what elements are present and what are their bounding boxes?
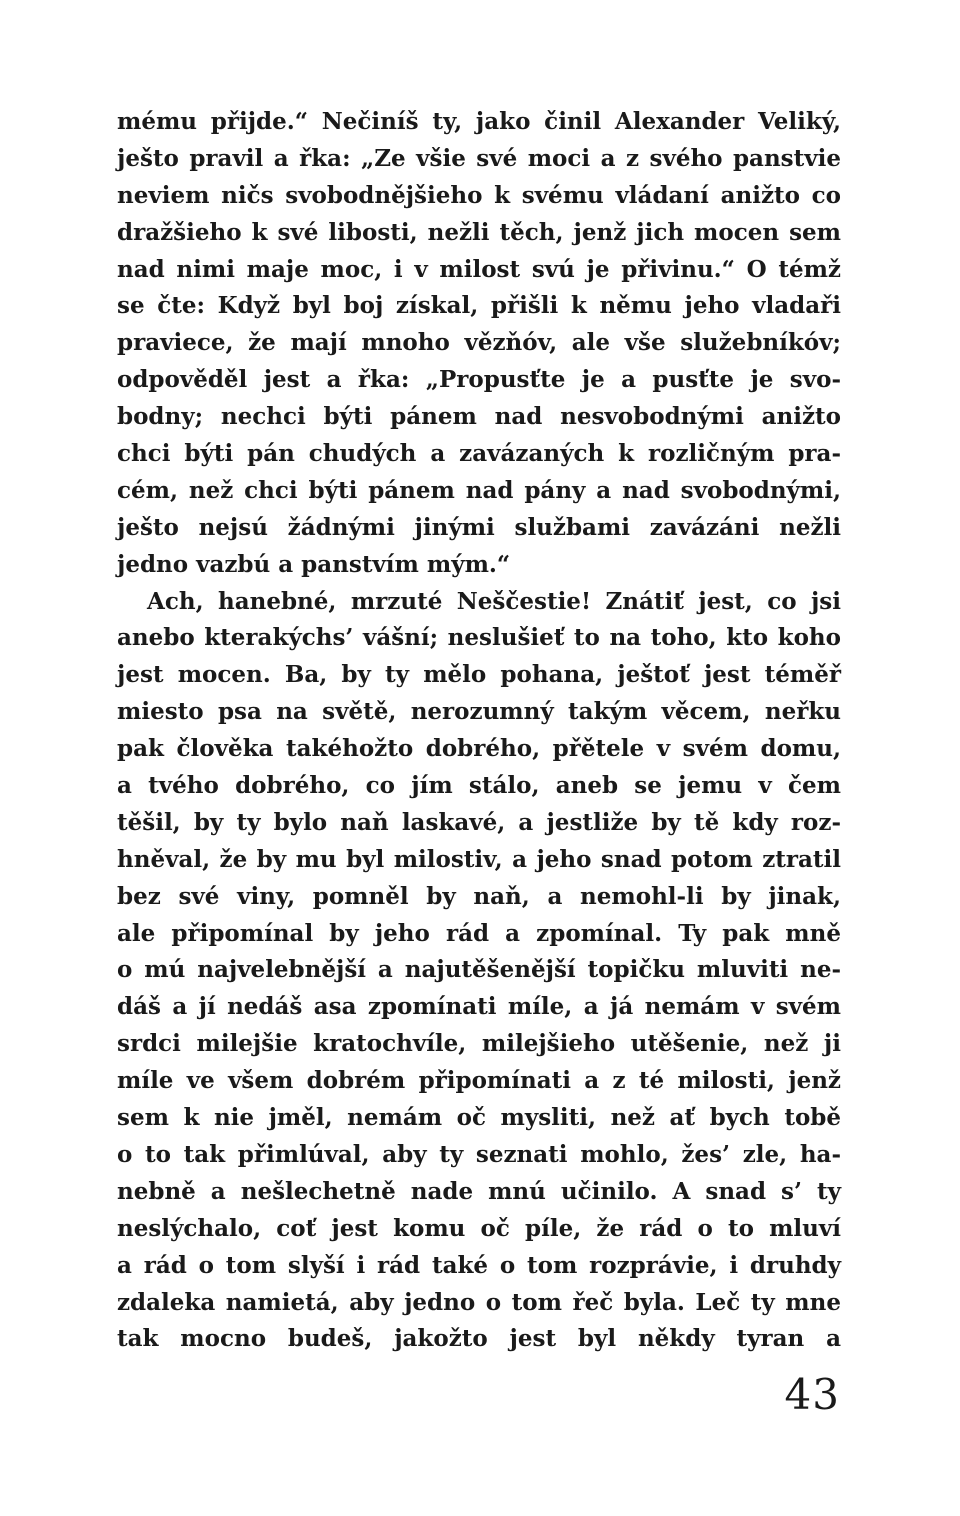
text-line: jedno vazbú a panstvím mým.“ xyxy=(117,550,511,578)
text-line: míle ve všem dobrém připomínati a z té milosti, jenž xyxy=(117,1067,841,1095)
text-line: a tvého dobrého, co jím stálo, aneb se jemu v čem xyxy=(117,772,841,800)
text-line: odpověděl jest a řka: „Propusťte je a pusťte je svo- xyxy=(117,366,841,394)
text-line: hněval, že by mu byl milostiv, a jeho snad potom ztratil xyxy=(117,845,841,873)
body-text xyxy=(117,104,841,1358)
text-line: srdci milejšie kratochvíle, milejšieho utěšenie, než ji xyxy=(117,1030,841,1058)
text-line: praviece, že mají mnoho vězňóv, ale vše služebníkóv; xyxy=(117,329,841,357)
text-line: o to tak přimlúval, aby ty seznati mohlo, žes’ zle, ha- xyxy=(117,1140,841,1168)
text-line: nad nimi maje moc, i v milost svú je přivinu.“ O témž xyxy=(117,255,841,283)
text-line: tak mocno budeš, jakožto jest byl někdy tyran a xyxy=(117,1325,841,1353)
text-line: pak člověka takéhožto dobrého, přětele v svém domu, xyxy=(117,735,841,763)
text-line: anebo kterakýchs’ vášní; neslušieť to na toho, kto koho xyxy=(117,624,841,652)
text-line: jest mocen. Ba, by ty mělo pohana, ještoť jest téměř xyxy=(117,661,841,689)
text-line: se čte: Když byl boj získal, přišli k němu jeho vladaři xyxy=(117,292,841,320)
text-line: o mú najvelebnější a najutěšenější topičku mluviti ne- xyxy=(117,956,841,984)
text-line: ale připomínal by jeho rád a zpomínal. Ty pak mně xyxy=(117,919,841,947)
text-line: bodny; nechci býti pánem nad nesvobodnými anižto xyxy=(117,403,841,431)
text-line: a rád o tom slyší i rád také o tom rozprávie, i druhdy xyxy=(117,1251,841,1279)
paragraph-start-line: Ach, hanebné, mrzuté Neščestie! Znátiť jest, co jsi xyxy=(147,587,841,615)
text-line: ješto nejsú žádnými jinými službami zavázáni nežli xyxy=(117,513,841,541)
text-line: dražšieho k své libosti, nežli těch, jenž jich mocen sem xyxy=(117,218,841,246)
text-line: neslýchalo, coť jest komu oč píle, že rád o to mluví xyxy=(117,1214,841,1242)
text-line: zdaleka namietá, aby jedno o tom řeč byla. Leč ty mne xyxy=(117,1288,841,1316)
text-line: neviem ničs svobodnějšieho k svému vládaní anižto co xyxy=(117,181,841,209)
text-line: cém, než chci býti pánem nad pány a nad svobodnými, xyxy=(117,476,841,504)
text-line: sem k nie jměl, nemám oč mysliti, než ať bych tobě xyxy=(117,1104,841,1132)
text-line: bez své viny, pomněl by naň, a nemohl-li by jinak, xyxy=(117,882,841,910)
text-line: mému přijde.“ Nečiníš ty, jako činil Alexander Veliký, xyxy=(117,108,841,135)
text-line: těšil, by ty bylo naň laskavé, a jestliže by tě kdy roz- xyxy=(117,808,841,836)
text-line: dáš a jí nedáš asa zpomínati míle, a já nemám v svém xyxy=(117,993,841,1021)
text-line: nebně a nešlechetně nade mnú učinilo. A snad s’ ty xyxy=(117,1177,841,1205)
page-number: 43 xyxy=(784,1370,840,1419)
text-line: ješto pravil a řka: „Ze všie své moci a z svého panstvie xyxy=(117,144,841,172)
text-line: chci býti pán chudých a zavázaných k rozličným pra- xyxy=(117,440,841,468)
text-line: miesto psa na světě, nerozumný takým věcem, neřku xyxy=(117,698,841,726)
